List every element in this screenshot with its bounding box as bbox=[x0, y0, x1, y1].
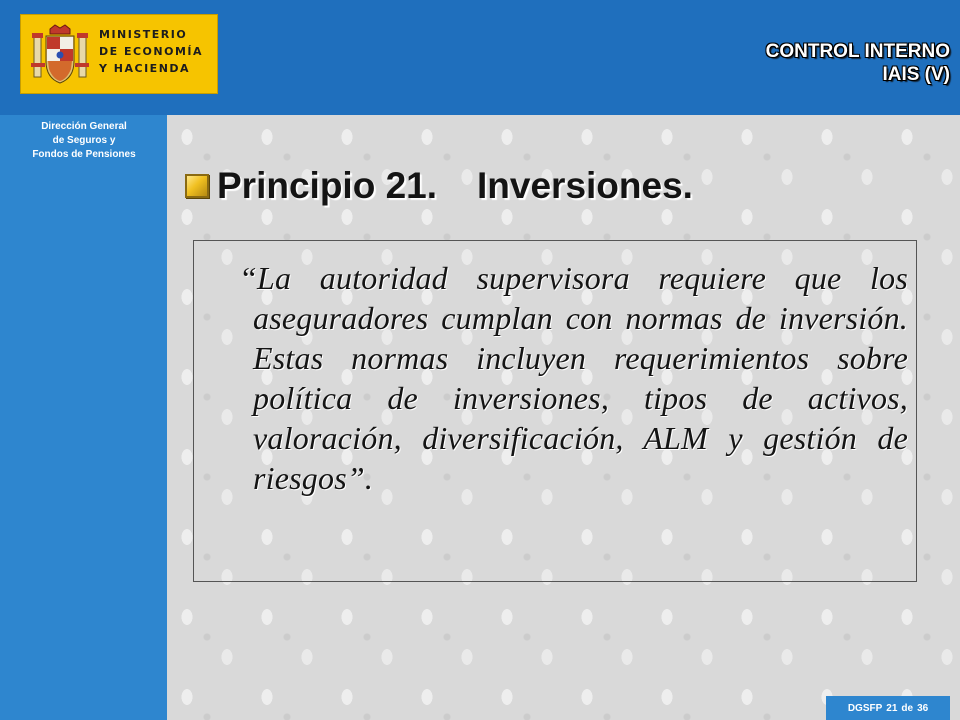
ministry-line: Y HACIENDA bbox=[99, 62, 191, 75]
quote-text: “La autoridad supervisora requiere que los aseguradores cumplan con normas de inversión. Estas normas incluyen requerimientos sobre política de inversiones, tipos de activos, valoración, diversificación, ALM y gestión de riesgos”. bbox=[239, 260, 908, 496]
org-line: de Seguros y bbox=[52, 135, 116, 146]
page-indicator bbox=[826, 696, 950, 720]
slide-heading bbox=[185, 158, 693, 214]
sidebar bbox=[0, 115, 167, 720]
ministry-logo bbox=[20, 14, 218, 94]
title-line: CONTROL INTERNO bbox=[765, 41, 950, 62]
page-separator: de bbox=[901, 702, 914, 714]
principle-number: Principio 21. bbox=[217, 165, 438, 206]
slide-title bbox=[766, 40, 950, 86]
principle-quote bbox=[239, 258, 908, 498]
organization-name bbox=[8, 120, 160, 162]
footer-org: DGSFP bbox=[847, 702, 883, 714]
ministry-line: MINISTERIO bbox=[99, 28, 188, 41]
coat-of-arms-icon bbox=[31, 23, 89, 87]
ministry-name bbox=[99, 26, 215, 77]
principle-topic: Inversiones. bbox=[477, 165, 693, 206]
title-line: IAIS (V) bbox=[882, 64, 950, 85]
page-number: 21 bbox=[886, 702, 898, 714]
square-bullet-icon bbox=[185, 174, 209, 198]
org-line: Fondos de Pensiones bbox=[32, 149, 136, 160]
page-total: 36 bbox=[917, 702, 929, 714]
ministry-line: DE ECONOMÍA bbox=[99, 45, 204, 58]
org-line: Dirección General bbox=[41, 121, 127, 132]
